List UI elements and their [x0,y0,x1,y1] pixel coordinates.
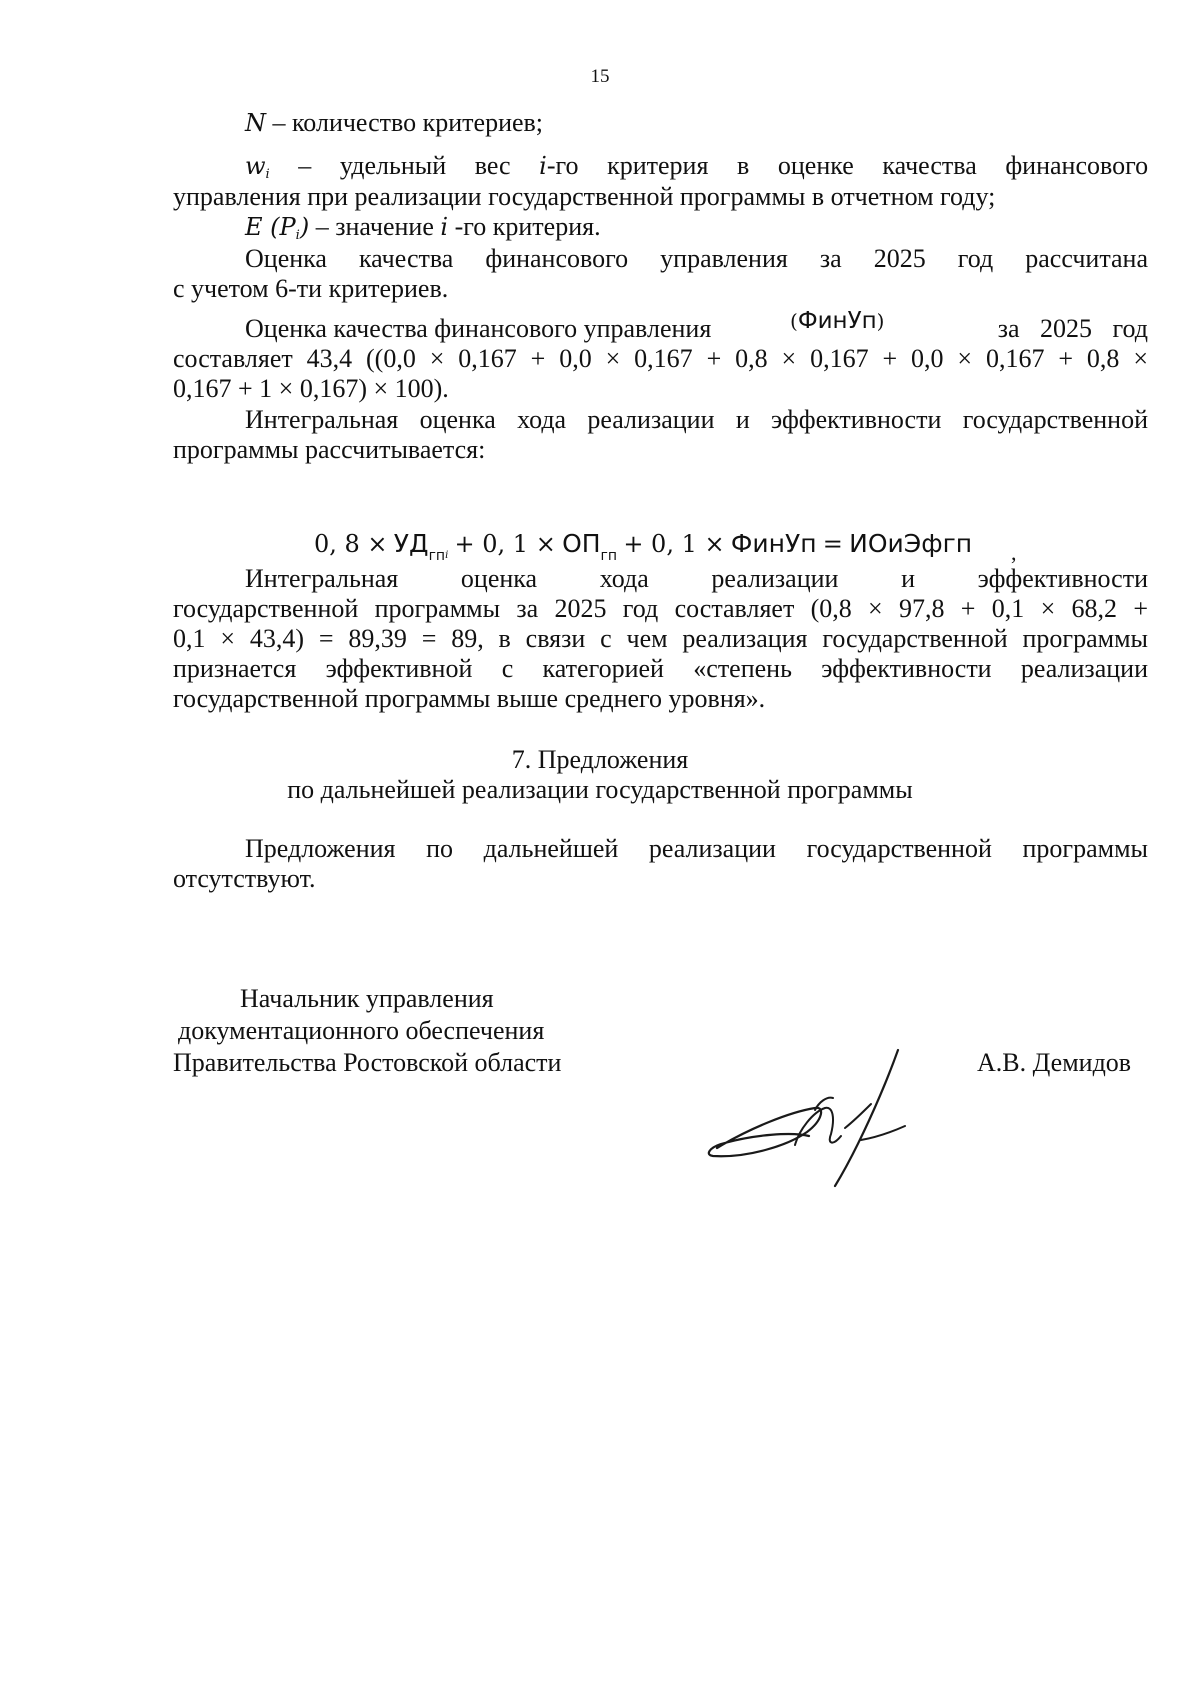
result-line-5: государственной программы выше среднего уровня». [173,684,766,713]
result-line-3: 0,1 × 43,4) = 89,39 = 89, в связи с чем реализация государственной программы [173,624,1148,653]
finup-line-2: составляет 43,4 ((0,0 × 0,167 + 0,0 × 0,167 + 0,8 × 0,167 + 0,0 × 0,167 + 0,8 × [173,344,1148,373]
finup-line-3: 0,167 + 1 × 0,167) × 100). [173,374,449,403]
integral-intro-line-1: Интегральная оценка хода реализации и эффективности государственной [245,405,1148,434]
definition-e: E (Pi) – значение i -го критерия. [245,212,601,243]
definition-w-line: wi – удельный вес i-го критерия в оценке качества финансового [245,151,1149,182]
criteria-line-2: с учетом 6-ти критериев. [173,274,449,303]
formula-comma: , [1011,540,1017,565]
criteria-line-1: Оценка качества финансового управления за 2025 год рассчитана [245,244,1148,273]
w-symbol: wi [245,152,270,182]
definition-w-continuation: управления при реализации государственной программы в отчетном году; [173,182,996,211]
section-7-body-line-1: Предложения по дальнейшей реализации государственной программы [245,834,1148,863]
definition-n [245,107,1148,139]
integral-intro-line-2: программы рассчитывается: [173,435,486,464]
n-symbol: N [245,109,266,137]
signer-position-line-3: Правительства Ростовской области [173,1048,562,1077]
integral-formula: 0, $8 \times УД_{гпi} + 0$, $1 \times ОП_{гп} + 0$, 1 × ФинУп = ИОиЭфгп [314,529,973,564]
signer-position-line-1: Начальник управления [240,984,494,1013]
result-line-4: признается эффективной с категорией «степень эффективности реализации [173,654,1148,683]
result-line-1: Интегральная оценка хода реализации и эффективности [245,564,1148,593]
handwritten-signature [695,1040,955,1200]
finup-symbol: (ФинУп) [790,308,885,334]
e-symbol: E (P [245,213,296,241]
section-7-body-line-2: отсутствуют. [173,864,316,893]
section-7-title-line-1: 7. Предложения [511,745,689,774]
signer-name: А.В. Демидов [977,1048,1132,1077]
n-definition-text: – количество критериев; [266,108,544,137]
page-number: 15 [590,66,610,87]
result-line-2: государственной программы за 2025 год составляет (0,8 × 97,8 + 0,1 × 68,2 + [173,594,1148,623]
section-7-title-line-2: по дальнейшей реализации государственной программы [287,775,913,804]
document-page: 15 N – количество критериев; wi – удельный вес i-го критерия в оценке качества финансового управления при реализации государственной программы в отчетном году; E (Pi) – значение i -го критерия. Оценка качества финансового управления за 2025 год рассчитана с учетом 6-ти критериев. Оценка качества финансового управления (ФинУп) за 2025 год составляет 43,4 ((0,0 × 0,167 + 0,0 × 0,167 + 0,8 × 0,167 + 0,0 × 0,167 + 0,8 × 0,167 + 1 × 0,167) × 100). Интегральная оценка хода реализации и эффективности государственной программы рассчитывается: 0, $8 \times УД_{гпi} + 0$, $1 \times ОП_{гп} + 0$, 1 × ФинУп = ИОиЭфгп , Интегральная оценка хода реализации и эффективности государственной программы за 2025 год составляет (0,8 × 97,8 + 0,1 × 68,2 + 0,1 × 43,4) = 89,39 = 89, в связи с чем реализация государственной программы признается эффективной с категорией «степень эффективности реализации государственной программы выше среднего уровня». 7. Предложения по дальнейшей реализации государственной программы Предложения по дальнейшей реализации государственной программы отсутствуют. Начальник управления документационного обеспечения Правительства Ростовской области А.В. Демидов [0,0,1200,1698]
signer-position-line-2: документационного обеспечения [178,1016,545,1045]
